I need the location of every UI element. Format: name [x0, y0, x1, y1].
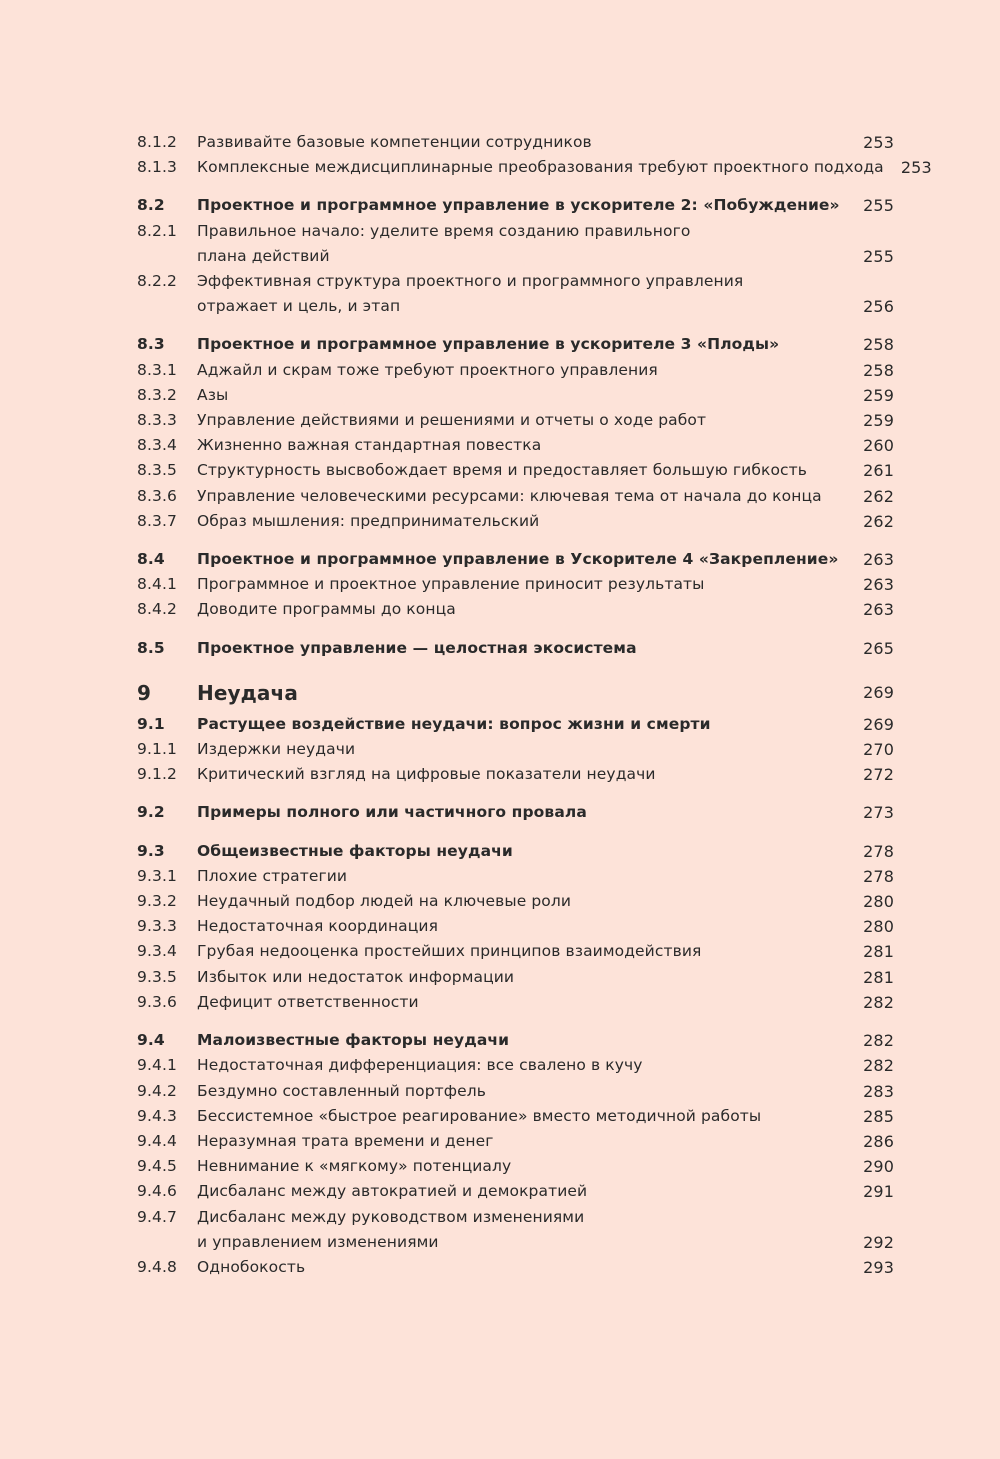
- entry-title: Бездумно составленный портфель: [197, 1081, 486, 1100]
- entry-number: 8.4.2: [137, 600, 177, 619]
- entry-title: Образ мышления: предпринимательский: [197, 511, 540, 530]
- entry-title: Недостаточная координация: [197, 917, 439, 936]
- entry-page: 269: [863, 714, 894, 734]
- entry-title: Правильное начало: уделите время созданию правильного плана действий: [197, 221, 691, 265]
- entry-number: 9.3.1: [137, 866, 177, 885]
- entry-title: Проектное и программное управление в ускорителе 3 «Плоды»: [197, 335, 780, 354]
- entry-number: 8.3.4: [137, 436, 177, 455]
- toc-entry: [137, 762, 894, 787]
- entry-title: Недостаточная дифференциация: все свалено в кучу: [197, 1056, 643, 1075]
- toc-entry: [137, 914, 894, 939]
- entry-page: 270: [863, 740, 894, 760]
- entry-page: 256: [863, 297, 894, 317]
- entry-page: 290: [863, 1157, 894, 1177]
- entry-number: 8.3.7: [137, 511, 177, 530]
- chapter-number: 9: [137, 680, 152, 705]
- entry-title: Программное и проектное управление приносит результаты: [197, 575, 705, 594]
- entry-title: Бессистемное «быстрое реагирование» вместо методичной работы: [197, 1106, 762, 1125]
- toc-section: [137, 636, 894, 661]
- entry-number: 8.5: [137, 638, 165, 657]
- toc-entry: [137, 484, 894, 509]
- toc-entry: [137, 358, 894, 383]
- entry-page: 255: [863, 196, 894, 216]
- toc-entry: [137, 408, 894, 433]
- toc-entry: [137, 737, 894, 762]
- toc-entry: [137, 269, 894, 319]
- entry-title: Жизненно важная стандартная повестка: [197, 436, 542, 455]
- entry-number: 9.4.1: [137, 1056, 177, 1075]
- entry-number: 8.4: [137, 550, 165, 569]
- toc-entry: [137, 433, 894, 458]
- entry-page: 259: [863, 385, 894, 405]
- entry-title: Избыток или недостаток информации: [197, 967, 515, 986]
- entry-title: Доводите программы до конца: [197, 600, 456, 619]
- entry-page: 259: [863, 411, 894, 431]
- entry-number: 9.4.3: [137, 1106, 177, 1125]
- entry-title: Проектное управление — целостная экосистема: [197, 638, 637, 657]
- entry-page: 263: [863, 575, 894, 595]
- entry-number: 9.4.5: [137, 1157, 177, 1176]
- chapter-title: Неудача: [197, 680, 298, 705]
- entry-page: 258: [863, 335, 894, 355]
- entry-number: 9.4.2: [137, 1081, 177, 1100]
- entry-title: Неразумная трата времени и денег: [197, 1131, 494, 1150]
- entry-number: 9.2: [137, 803, 165, 822]
- entry-title: Примеры полного или частичного провала: [197, 803, 587, 822]
- entry-page: 260: [863, 436, 894, 456]
- entry-title: Малоизвестные факторы неудачи: [197, 1031, 510, 1050]
- toc-entry: [137, 597, 894, 622]
- entry-title: Комплексные междисциплинарные преобразования требуют проектного подхода: [197, 158, 884, 177]
- toc-entry: [137, 130, 894, 155]
- entry-title: Плохие стратегии: [197, 866, 348, 885]
- entry-page: 265: [863, 638, 894, 658]
- toc-entry: [137, 509, 894, 534]
- toc-entry: [137, 889, 894, 914]
- toc-entry: [137, 1179, 894, 1204]
- entry-number: 8.2.1: [137, 221, 177, 240]
- toc-section: [137, 1028, 894, 1053]
- toc-entry: [137, 458, 894, 483]
- toc-entry: [137, 864, 894, 889]
- entry-page: 278: [863, 866, 894, 886]
- entry-page: 286: [863, 1131, 894, 1151]
- entry-number: 9.4: [137, 1031, 165, 1050]
- entry-title: Дисбаланс между автократией и демократией: [197, 1182, 588, 1201]
- entry-page: 262: [863, 486, 894, 506]
- entry-page: 291: [863, 1182, 894, 1202]
- entry-page: 280: [863, 917, 894, 937]
- entry-page: 263: [863, 550, 894, 570]
- entry-page: 253: [863, 133, 894, 152]
- toc-entry: [137, 1205, 894, 1255]
- toc-entry: [137, 1154, 894, 1179]
- entry-title: Аджайл и скрам тоже требуют проектного управления: [197, 360, 658, 379]
- entry-page: 283: [863, 1081, 894, 1101]
- entry-page: 262: [863, 511, 894, 531]
- entry-page: 292: [863, 1232, 894, 1252]
- entry-title: Проектное и программное управление в Ускорителе 4 «Закрепление»: [197, 550, 839, 569]
- entry-page: 269: [863, 682, 894, 702]
- entry-title: Издержки неудачи: [197, 740, 356, 759]
- table-of-contents: [137, 130, 932, 1280]
- entry-number: 8.1.2: [137, 133, 177, 151]
- entry-page: 282: [863, 992, 894, 1012]
- entry-title: Невнимание к «мягкому» потенциалу: [197, 1157, 512, 1176]
- toc-entry: [137, 1129, 894, 1154]
- entry-title: Критический взгляд на цифровые показатели неудачи: [197, 765, 656, 784]
- toc-entry: [137, 1079, 894, 1104]
- entry-number: 8.3.3: [137, 411, 177, 430]
- entry-number: 9.4.8: [137, 1257, 177, 1276]
- entry-title: Проектное и программное управление в ускорителе 2: «Побуждение»: [197, 196, 840, 215]
- toc-section: [137, 800, 894, 825]
- toc-section: [137, 193, 894, 218]
- entry-number: 9.3: [137, 841, 165, 860]
- entry-number: 9.3.5: [137, 967, 177, 986]
- toc-section: [137, 332, 894, 357]
- entry-title: Структурность высвобождает время и предоставляет большую гибкость: [197, 461, 808, 480]
- entry-page: 281: [863, 942, 894, 962]
- toc-section: [137, 547, 894, 572]
- entry-number: 9.1.1: [137, 740, 177, 759]
- entry-page: 255: [863, 246, 894, 266]
- entry-number: 9.4.7: [137, 1207, 177, 1226]
- toc-section: [137, 839, 894, 864]
- toc-entry: [137, 1255, 894, 1280]
- entry-page: 273: [863, 803, 894, 823]
- entry-page: 272: [863, 765, 894, 785]
- entry-title: Эффективная структура проектного и программного управления отражает и цель, и этап: [197, 272, 744, 316]
- entry-page: 293: [863, 1257, 894, 1277]
- toc-entry: [137, 219, 894, 269]
- entry-title: Грубая недооценка простейших принципов взаимодействия: [197, 942, 702, 961]
- entry-page: 258: [863, 360, 894, 380]
- entry-page: 253: [900, 158, 932, 178]
- entry-number: 8.2: [137, 196, 165, 215]
- entry-number: 8.3.2: [137, 385, 177, 404]
- entry-title: Неудачный подбор людей на ключевые роли: [197, 892, 572, 911]
- toc-section: [137, 712, 894, 737]
- entry-page: 282: [863, 1031, 894, 1051]
- entry-title: Дисбаланс между руководством изменениями и управлением изменениями: [197, 1207, 585, 1251]
- entry-title: Растущее воздействие неудачи: вопрос жизни и смерти: [197, 714, 711, 733]
- entry-title: Однобокость: [197, 1257, 306, 1276]
- entry-number: 8.3: [137, 335, 165, 354]
- entry-page: 280: [863, 892, 894, 912]
- toc-entry: [137, 572, 894, 597]
- entry-page: 281: [863, 967, 894, 987]
- entry-number: 9.3.6: [137, 992, 177, 1011]
- entry-page: 278: [863, 841, 894, 861]
- entry-page: 263: [863, 600, 894, 620]
- entry-number: 8.3.5: [137, 461, 177, 480]
- toc-entry: [137, 1104, 894, 1129]
- entry-number: 9.3.4: [137, 942, 177, 961]
- entry-title: Общеизвестные факторы неудачи: [197, 841, 513, 860]
- entry-number: 9.3.3: [137, 917, 177, 936]
- entry-number: 9.4.4: [137, 1131, 177, 1150]
- toc-entry: [137, 383, 894, 408]
- toc-entry: [137, 155, 932, 180]
- entry-page: 285: [863, 1106, 894, 1126]
- toc-entry: [137, 939, 894, 964]
- entry-number: 9.1: [137, 714, 165, 733]
- entry-number: 9.1.2: [137, 765, 177, 784]
- entry-number: 8.4.1: [137, 575, 177, 594]
- toc-entry: [137, 965, 894, 990]
- entry-number: 8.1.3: [137, 158, 177, 177]
- entry-title: Азы: [197, 385, 229, 404]
- entry-number: 9.4.6: [137, 1182, 177, 1201]
- entry-title: Дефицит ответственности: [197, 992, 419, 1011]
- entry-page: 261: [863, 461, 894, 481]
- toc-entry: [137, 990, 894, 1015]
- entry-title: Развивайте базовые компетенции сотрудников: [197, 133, 592, 151]
- entry-page: 282: [863, 1056, 894, 1076]
- entry-number: 8.3.1: [137, 360, 177, 379]
- entry-number: 8.3.6: [137, 486, 177, 505]
- toc-chapter: [137, 680, 894, 706]
- entry-title: Управление действиями и решениями и отчеты о ходе работ: [197, 411, 707, 430]
- entry-number: 8.2.2: [137, 272, 177, 291]
- entry-number: 9.3.2: [137, 892, 177, 911]
- toc-entry: [137, 1053, 894, 1078]
- entry-title: Управление человеческими ресурсами: ключевая тема от начала до конца: [197, 486, 822, 505]
